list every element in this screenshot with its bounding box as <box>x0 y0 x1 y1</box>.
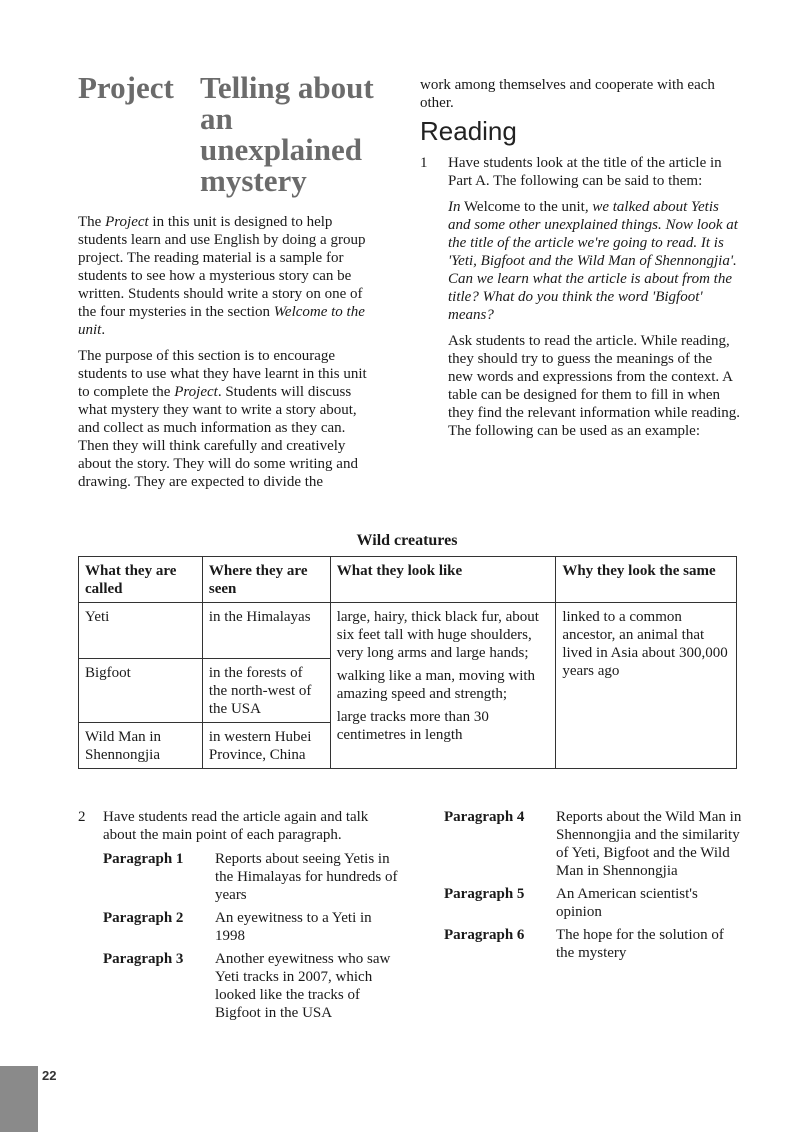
table-row <box>79 603 737 659</box>
page-number: 22 <box>42 1068 57 1083</box>
section-heading <box>78 72 408 196</box>
paragraph-summary: Paragraph 6 The hope for the solution of the mystery <box>444 927 724 961</box>
wild-creatures-table <box>78 556 737 769</box>
why-same-cell: linked to a common ancestor, an animal that lived in Asia about 300,000 years ago <box>556 603 737 769</box>
header-seen: Where they are seen <box>202 557 330 603</box>
reading-item-1 <box>420 154 740 448</box>
paragraph-summary: Paragraph 1 Reports about seeing Yetis in the Himalayas for hundreds of years <box>103 851 398 903</box>
question2-text: Have students read the article again and talk about the main point of each paragraph. <box>103 809 369 843</box>
item1-text: Have students look at the title of the article in Part A. The following can be said to them: <box>448 155 722 189</box>
item-number: 2 <box>78 809 86 825</box>
item-number: 1 <box>420 155 428 171</box>
paragraph-summary: Paragraph 5 An American scientist's opinion <box>444 886 698 920</box>
page-title: Telling about an unexplained mystery <box>200 70 374 198</box>
project-label: Project <box>78 70 174 105</box>
creature-place: in the forests of the north-west of the USA <box>202 659 330 723</box>
left-column <box>78 213 378 499</box>
ask-students-text: Ask students to read the article. While reading, they should try to guess the meanings of the new words and expressions from the context. A table can be designed for them to fill in when they find the relevant information while reading. The following can be used as an example: <box>448 333 740 439</box>
table-header-row <box>79 557 737 603</box>
teacher-quote: In Welcome to the unit, we talked about Yetis and some other unexplained things. Now look at the title of the article we're going to read. It is 'Yeti, Bigfoot and the Wild Man of Shennongjia'. Can we learn what the article is about from the title? What do you think the word 'Bigfoot' means? <box>448 199 738 323</box>
paragraph-summary: Paragraph 2 An eyewitness to a Yeti in 1998 <box>103 910 372 944</box>
question-2 <box>78 808 398 1027</box>
creature-name: Wild Man in Shennongjia <box>79 723 203 769</box>
intro-paragraph: The Project in this unit is designed to help students learn and use English by doing a group project. The reading material is a sample for students to see how a mysterious story can be written. Students should write a story on one of the four mysteries in the section Welcome to the unit. <box>78 214 366 338</box>
creature-name: Bigfoot <box>79 659 203 723</box>
footer-bar <box>0 1066 38 1132</box>
right-column <box>420 76 740 448</box>
header-why: Why they look the same <box>556 557 737 603</box>
creature-name: Yeti <box>79 603 203 659</box>
header-called: What they are called <box>79 557 203 603</box>
look-tracks: large tracks more than 30 centimetres in length <box>336 709 489 743</box>
look-description: large, hairy, thick black fur, about six feet tall with huge shoulders, very long arms and large hands; <box>336 609 539 661</box>
paragraph-summary: Paragraph 4 Reports about the Wild Man in Shennongjia and the similarity of Yeti, Bigfoot and the Wild Man in Shennongjia <box>444 809 742 879</box>
continuation-text: work among themselves and cooperate with each other. <box>420 77 715 111</box>
creature-place: in western Hubei Province, China <box>202 723 330 769</box>
question-2-continued <box>444 808 744 967</box>
look-movement: walking like a man, moving with amazing speed and strength; <box>336 668 536 702</box>
creature-place: in the Himalayas <box>202 603 330 659</box>
header-look: What they look like <box>330 557 556 603</box>
look-like-cell <box>330 603 556 769</box>
purpose-paragraph: The purpose of this section is to encourage students to use what they have learnt in this unit to complete the Project. Students will discuss what mystery they want to write a story about, and collect as much information as they can. Then they will think carefully and creatively about the story. They will do some writing and drawing. They are expected to divide the <box>78 348 367 490</box>
reading-heading: Reading <box>420 116 517 146</box>
table-title: Wild creatures <box>356 532 458 549</box>
paragraph-summary: Paragraph 3 Another eyewitness who saw Yeti tracks in 2007, which looked like the tracks of Bigfoot in the USA <box>103 951 391 1021</box>
